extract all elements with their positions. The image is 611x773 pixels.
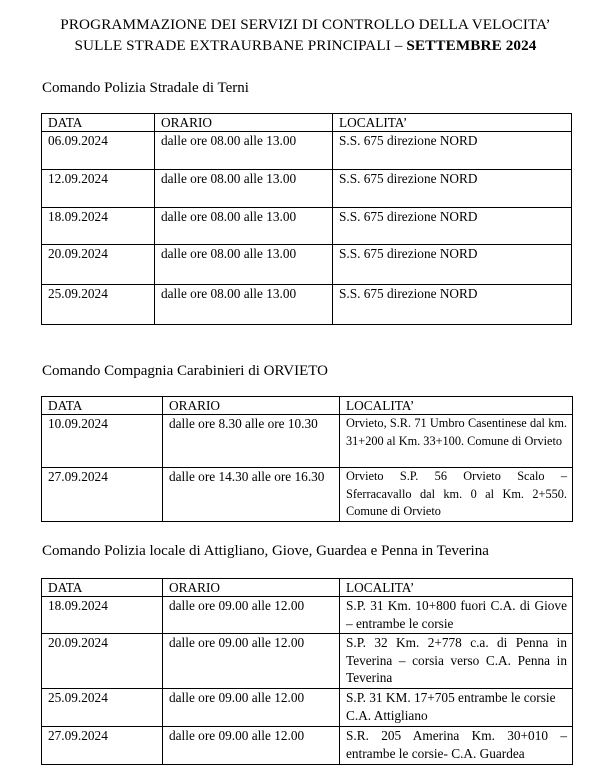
column-header-data: DATA [42, 114, 155, 132]
cell-data: 20.09.2024 [42, 634, 163, 689]
cell-localita: S.S. 675 direzione NORD [333, 285, 572, 325]
title-line-2 [0, 35, 611, 56]
cell-localita: Orvieto S.P. 56 Orvieto Scalo – Sferracavallo dal km. 0 al Km. 2+550. Comune di Orvieto [340, 468, 573, 522]
table-row [42, 415, 573, 468]
cell-orario: dalle ore 08.00 alle 13.00 [155, 245, 333, 285]
column-header-data: DATA [42, 397, 163, 415]
column-header-localita: LOCALITA’ [333, 114, 572, 132]
cell-orario: dalle ore 08.00 alle 13.00 [155, 208, 333, 245]
cell-data: 20.09.2024 [42, 245, 155, 285]
document-title [0, 14, 611, 56]
column-header-orario: ORARIO [163, 397, 340, 415]
cell-data: 18.09.2024 [42, 597, 163, 634]
table-header-row [42, 397, 573, 415]
cell-orario: dalle ore 09.00 alle 12.00 [163, 597, 340, 634]
cell-data: 10.09.2024 [42, 415, 163, 468]
cell-orario: dalle ore 09.00 alle 12.00 [163, 634, 340, 689]
cell-localita: S.P. 32 Km. 2+778 c.a. di Penna in Teverina – corsia verso C.A. Penna in Teverina [340, 634, 573, 689]
table-header-row [42, 114, 572, 132]
table-row [42, 727, 573, 765]
table-header-row [42, 579, 573, 597]
schedule-table-polizia-locale [41, 578, 573, 765]
table-row [42, 245, 572, 285]
column-header-orario: ORARIO [163, 579, 340, 597]
table-row [42, 208, 572, 245]
cell-orario: dalle ore 09.00 alle 12.00 [163, 689, 340, 727]
cell-data: 18.09.2024 [42, 208, 155, 245]
table-row [42, 132, 572, 170]
cell-orario: dalle ore 08.00 alle 13.00 [155, 285, 333, 325]
cell-localita: S.S. 675 direzione NORD [333, 245, 572, 285]
schedule-table-carabinieri [41, 396, 573, 522]
cell-localita: S.S. 675 direzione NORD [333, 132, 572, 170]
column-header-localita: LOCALITA’ [340, 579, 573, 597]
cell-orario: dalle ore 14.30 alle ore 16.30 [163, 468, 340, 522]
section-heading-carabinieri: Comando Compagnia Carabinieri di ORVIETO [42, 363, 328, 379]
column-header-data: DATA [42, 579, 163, 597]
table-row [42, 597, 573, 634]
table-row [42, 634, 573, 689]
section-heading-polizia-stradale: Comando Polizia Stradale di Terni [42, 80, 249, 96]
title-month: SETTEMBRE 2024 [406, 37, 537, 54]
cell-data: 06.09.2024 [42, 132, 155, 170]
cell-data: 25.09.2024 [42, 689, 163, 727]
column-header-localita: LOCALITA’ [340, 397, 573, 415]
cell-data: 25.09.2024 [42, 285, 155, 325]
cell-data: 27.09.2024 [42, 727, 163, 765]
table-row [42, 285, 572, 325]
title-line-1: PROGRAMMAZIONE DEI SERVIZI DI CONTROLLO DELLA VELOCITA’ [60, 16, 551, 33]
title-line-2-prefix: SULLE STRADE EXTRAURBANE PRINCIPALI – [74, 37, 407, 54]
cell-orario: dalle ore 8.30 alle ore 10.30 [163, 415, 340, 468]
table-row [42, 468, 573, 522]
cell-data: 12.09.2024 [42, 170, 155, 208]
cell-localita: Orvieto, S.R. 71 Umbro Casentinese dal km. 31+200 al Km. 33+100. Comune di Orvieto [340, 415, 573, 468]
cell-localita: S.S. 675 direzione NORD [333, 208, 572, 245]
schedule-table-polizia-stradale [41, 113, 572, 325]
table-row [42, 689, 573, 727]
cell-data: 27.09.2024 [42, 468, 163, 522]
cell-localita: S.S. 675 direzione NORD [333, 170, 572, 208]
cell-orario: dalle ore 08.00 alle 13.00 [155, 170, 333, 208]
section-heading-polizia-locale: Comando Polizia locale di Attigliano, Giove, Guardea e Penna in Teverina [42, 543, 489, 559]
cell-orario: dalle ore 08.00 alle 13.00 [155, 132, 333, 170]
column-header-orario: ORARIO [155, 114, 333, 132]
table-row [42, 170, 572, 208]
cell-localita: S.R. 205 Amerina Km. 30+010 – entrambe le corsie- C.A. Guardea [340, 727, 573, 765]
cell-localita: S.P. 31 Km. 10+800 fuori C.A. di Giove – entrambe le corsie [340, 597, 573, 634]
cell-orario: dalle ore 09.00 alle 12.00 [163, 727, 340, 765]
cell-localita: S.P. 31 KM. 17+705 entrambe le corsie C.A. Attigliano [340, 689, 573, 727]
